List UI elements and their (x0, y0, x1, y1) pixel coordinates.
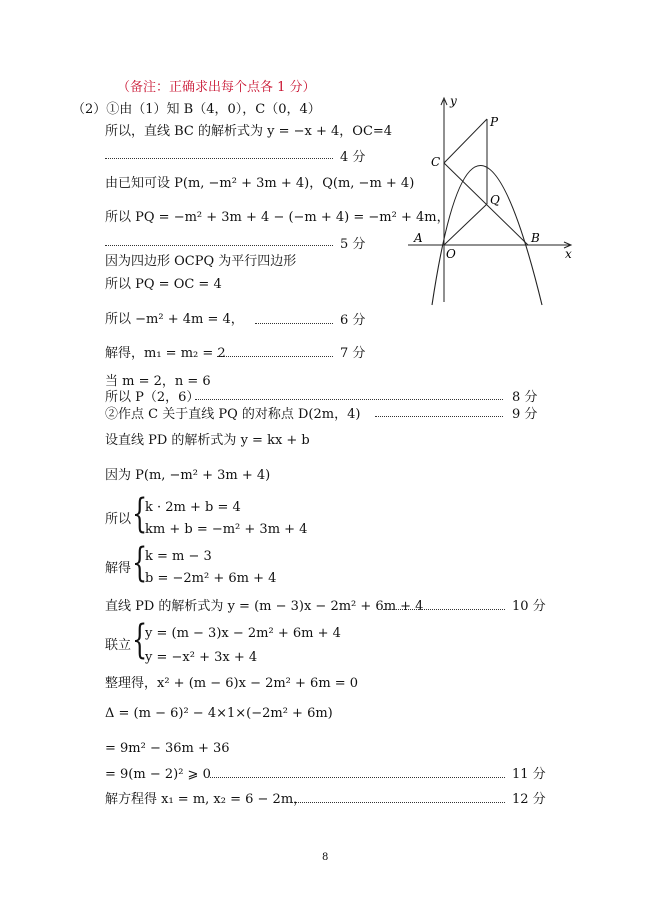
score-label: 12 分 (512, 792, 546, 807)
step-line: 当 m = 2，n = 6 (105, 374, 211, 389)
score-leader (217, 356, 333, 357)
step-line: Δ = (m − 6)² − 4×1×(−2m² + 6m) (105, 706, 333, 721)
page-number: 8 (322, 852, 329, 863)
system-brace: { (132, 491, 148, 537)
system-eq-2: b = −2m² + 6m + 4 (145, 571, 277, 586)
score-leader (105, 245, 333, 246)
label-Q: Q (490, 193, 500, 207)
score-leader (195, 399, 503, 400)
system-label: 解得 (105, 561, 132, 576)
step-line: 设直线 PD 的解析式为 y = kx + b (105, 433, 310, 448)
label-B: B (531, 231, 540, 245)
step-line: 所以 PQ = −m² + 3m + 4 − (−m + 4) = −m² + 4m， (105, 210, 450, 225)
score-leader (290, 802, 505, 803)
score-leader (255, 323, 333, 324)
label-P: P (490, 115, 499, 129)
score-label: 6 分 (340, 313, 366, 328)
step-line: = 9m² − 36m + 36 (105, 741, 230, 756)
system-eq-2: y = −x² + 3x + 4 (145, 650, 258, 665)
system-brace: { (132, 617, 148, 663)
label-x: x (565, 247, 572, 261)
label-A: A (414, 231, 423, 245)
system-label: 联立 (105, 638, 132, 653)
step-line: 所以 −m² + 4m = 4， (105, 312, 244, 327)
step-line: ②作点 C 关于直线 PQ 的对称点 D(2m，4) (105, 407, 361, 422)
score-leader (383, 609, 505, 610)
score-label: 8 分 (512, 390, 538, 405)
score-label: 7 分 (340, 346, 366, 361)
system-brace: { (132, 540, 148, 586)
step-line: = 9(m − 2)² ⩾ 0 (105, 767, 211, 782)
step-line: 所以 P（2，6） (105, 390, 200, 405)
score-label: 5 分 (340, 237, 366, 252)
step-line: 解得，m₁ = m₂ = 2 (105, 346, 226, 361)
system-label: 所以 (105, 512, 132, 527)
score-leader (105, 158, 333, 159)
step-line: 所以 PQ = OC = 4 (105, 277, 222, 292)
system-eq-1: k = m − 3 (145, 549, 212, 564)
segment-OQ (444, 204, 487, 245)
score-leader (210, 777, 505, 778)
label-y: y (450, 94, 457, 108)
step-line: （2）①由（1）知 B（4，0），C（0，4） (72, 102, 321, 117)
score-label: 10 分 (512, 599, 546, 614)
step-line: 因为四边形 OCPQ 为平行四边形 (105, 254, 297, 269)
step-line: 整理得，x² + (m − 6)x − 2m² + 6m = 0 (105, 676, 359, 691)
segment-CP (444, 119, 487, 163)
score-label: 11 分 (512, 767, 546, 782)
score-label: 4 分 (340, 150, 366, 165)
note-line: （备注：正确求出每个点各 1 分） (117, 80, 316, 95)
step-line: 解方程得 x₁ = m, x₂ = 6 − 2m， (105, 792, 307, 807)
coordinate-figure (400, 92, 585, 310)
system-eq-1: y = (m − 3)x − 2m² + 6m + 4 (145, 626, 341, 641)
label-O: O (446, 247, 456, 261)
system-eq-2: km + b = −m² + 3m + 4 (145, 522, 308, 537)
step-line: 因为 P(m, −m² + 3m + 4) (105, 468, 271, 483)
system-eq-1: k · 2m + b = 4 (145, 500, 241, 515)
score-leader (375, 416, 503, 417)
score-label: 9 分 (512, 407, 538, 422)
step-line: 直线 PD 的解析式为 y = (m − 3)x − 2m² + 6m + 4 (105, 599, 424, 614)
label-C: C (431, 155, 441, 169)
step-line: 所以，直线 BC 的解析式为 y = −x + 4，OC=4 (105, 124, 393, 139)
step-line: 由已知可设 P(m, −m² + 3m + 4)，Q(m, −m + 4) (105, 176, 415, 191)
